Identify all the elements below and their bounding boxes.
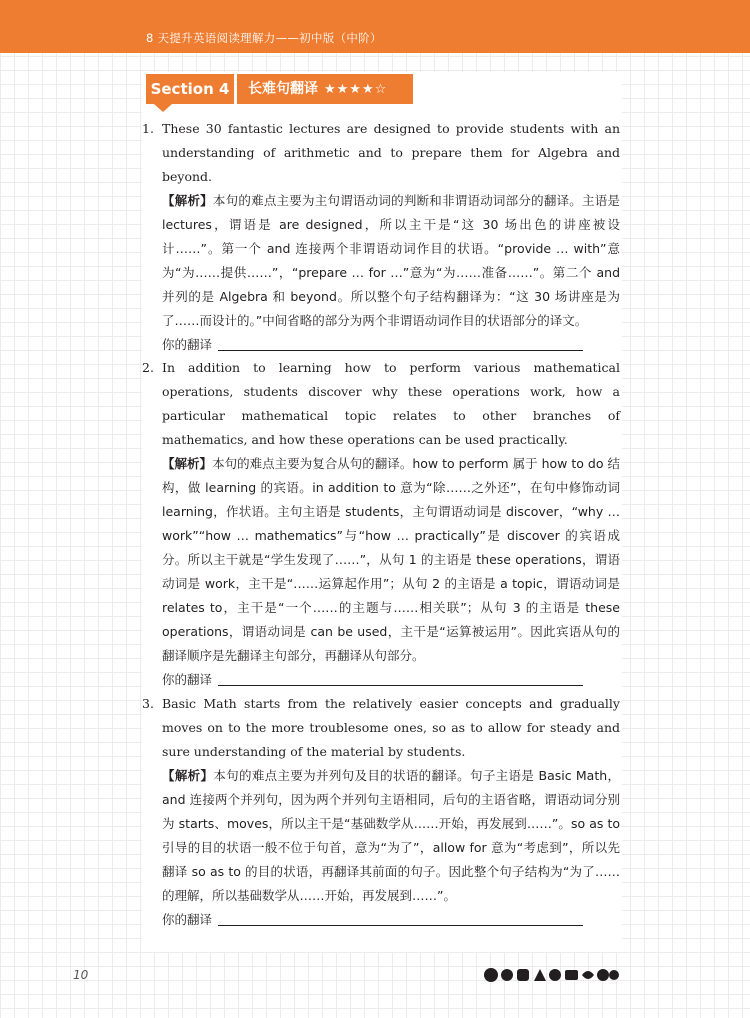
item-number: 3.	[142, 696, 154, 711]
analysis-text: 本句的难点主要为复合从句的翻译。how to perform 属于 how to do 结构，做 learning 的宾语。in addition to 意为“除……之外还”，在句中修饰动词 learning，作状语。主句主语是 students，主句谓语动词是 discover，“why … work”“how … mathematics”与“how … practically”是 discover 的宾语成分。所以主干就是“学生发现了……”，从句 1 的主语是 these operations，谓语动词是 work，主干是“……运算起作用”；从句 2 的主语是 a topic，谓语动词是 relates to，主干是“一个……的主题与……相关联”；从句 3 的主语是 these operations，谓语动词是 can be used，主干是“运算被运用”。因此宾语从句的翻译顺序是先翻译主句部分，再翻译从句部分。	[162, 456, 620, 663]
translation-input-line[interactable]	[218, 350, 583, 351]
english-sentence: These 30 fantastic lectures are designed to provide students with an understanding of arithmetic and to prepare them for Algebra and beyond.	[162, 121, 620, 184]
decoration-icon	[501, 969, 513, 981]
page-number: 10	[73, 968, 89, 982]
analysis-label: 【解析】	[162, 768, 214, 783]
section-tag: Section 4	[146, 74, 234, 104]
book-title: 8 天提升英语阅读理解力——初中版（中阶）	[146, 31, 382, 45]
analysis-paragraph	[162, 764, 620, 908]
item-number: 2.	[142, 360, 154, 375]
decoration-icon	[549, 969, 561, 981]
translation-row	[162, 333, 620, 357]
analysis-label: 【解析】	[162, 193, 213, 208]
decoration-icon	[582, 971, 594, 979]
analysis-text: 本句的难点主要为并列句及目的状语的翻译。句子主语是 Basic Math，and 连接两个并列句，因为两个并列句主语相同，后句的主语省略，谓语动词分别为 starts、moves，所以主干是“基础数学从……开始，再发展到……”。so as to 引导的目的状语一般不位于句首，意为“为了”，allow for 意为“考虑到”，所以先翻译 so as to 的目的状语，再翻译其前面的句子。因此整个句子结构为“为了……的理解，所以基础数学从……开始，再发展到……”。	[162, 768, 620, 903]
decoration-icon	[484, 968, 498, 982]
difficulty-stars: ★★★★☆	[324, 82, 388, 97]
decoration-icon	[609, 970, 619, 980]
decoration-icon	[534, 969, 546, 981]
section-header	[146, 74, 416, 112]
footer-decoration-icons	[482, 966, 620, 984]
section-title-text: 长难句翻译	[248, 81, 318, 97]
analysis-label: 【解析】	[162, 456, 213, 471]
decoration-icon	[597, 969, 609, 981]
decoration-icon	[517, 969, 529, 981]
translation-row	[162, 908, 620, 932]
analysis-text: 本句的难点主要为主句谓语动词的判断和非谓语动词部分的翻译。主语是 lectures，谓语是 are designed，所以主干是“这 30 场出色的讲座被设计……”。第一个 and 连接两个非谓语动词作目的状语。“provide … with”意为“为……提供……”，“prepare … for …”意为“为……准备……”。第二个 and 并列的是 Algebra 和 beyond。所以整个句子结构翻译为：“这 30 场讲座是为了……而设计的。”中间省略的部分为两个非谓语动词作目的状语部分的译文。	[162, 193, 620, 328]
english-sentence: Basic Math starts from the relatively easier concepts and gradually moves on to the more troublesome ones, so as to allow for steady and sure understanding of the material by students.	[162, 696, 620, 759]
section-title	[237, 74, 413, 104]
english-sentence: In addition to learning how to perform various mathematical operations, students discover why these operations work, how a particular mathematical topic relates to other branches of mathematics, and how these operations can be used practically.	[162, 360, 620, 447]
analysis-paragraph	[162, 452, 620, 668]
translation-row	[162, 668, 620, 692]
header-bar	[0, 0, 750, 53]
page-content	[142, 72, 622, 952]
decoration-icon	[565, 970, 578, 980]
analysis-paragraph	[162, 189, 620, 333]
translation-input-line[interactable]	[218, 685, 583, 686]
item-number: 1.	[142, 121, 154, 136]
translation-input-line[interactable]	[218, 925, 583, 926]
translation-label: 你的翻译	[162, 912, 213, 927]
translation-label: 你的翻译	[162, 672, 213, 687]
translation-label: 你的翻译	[162, 337, 213, 352]
